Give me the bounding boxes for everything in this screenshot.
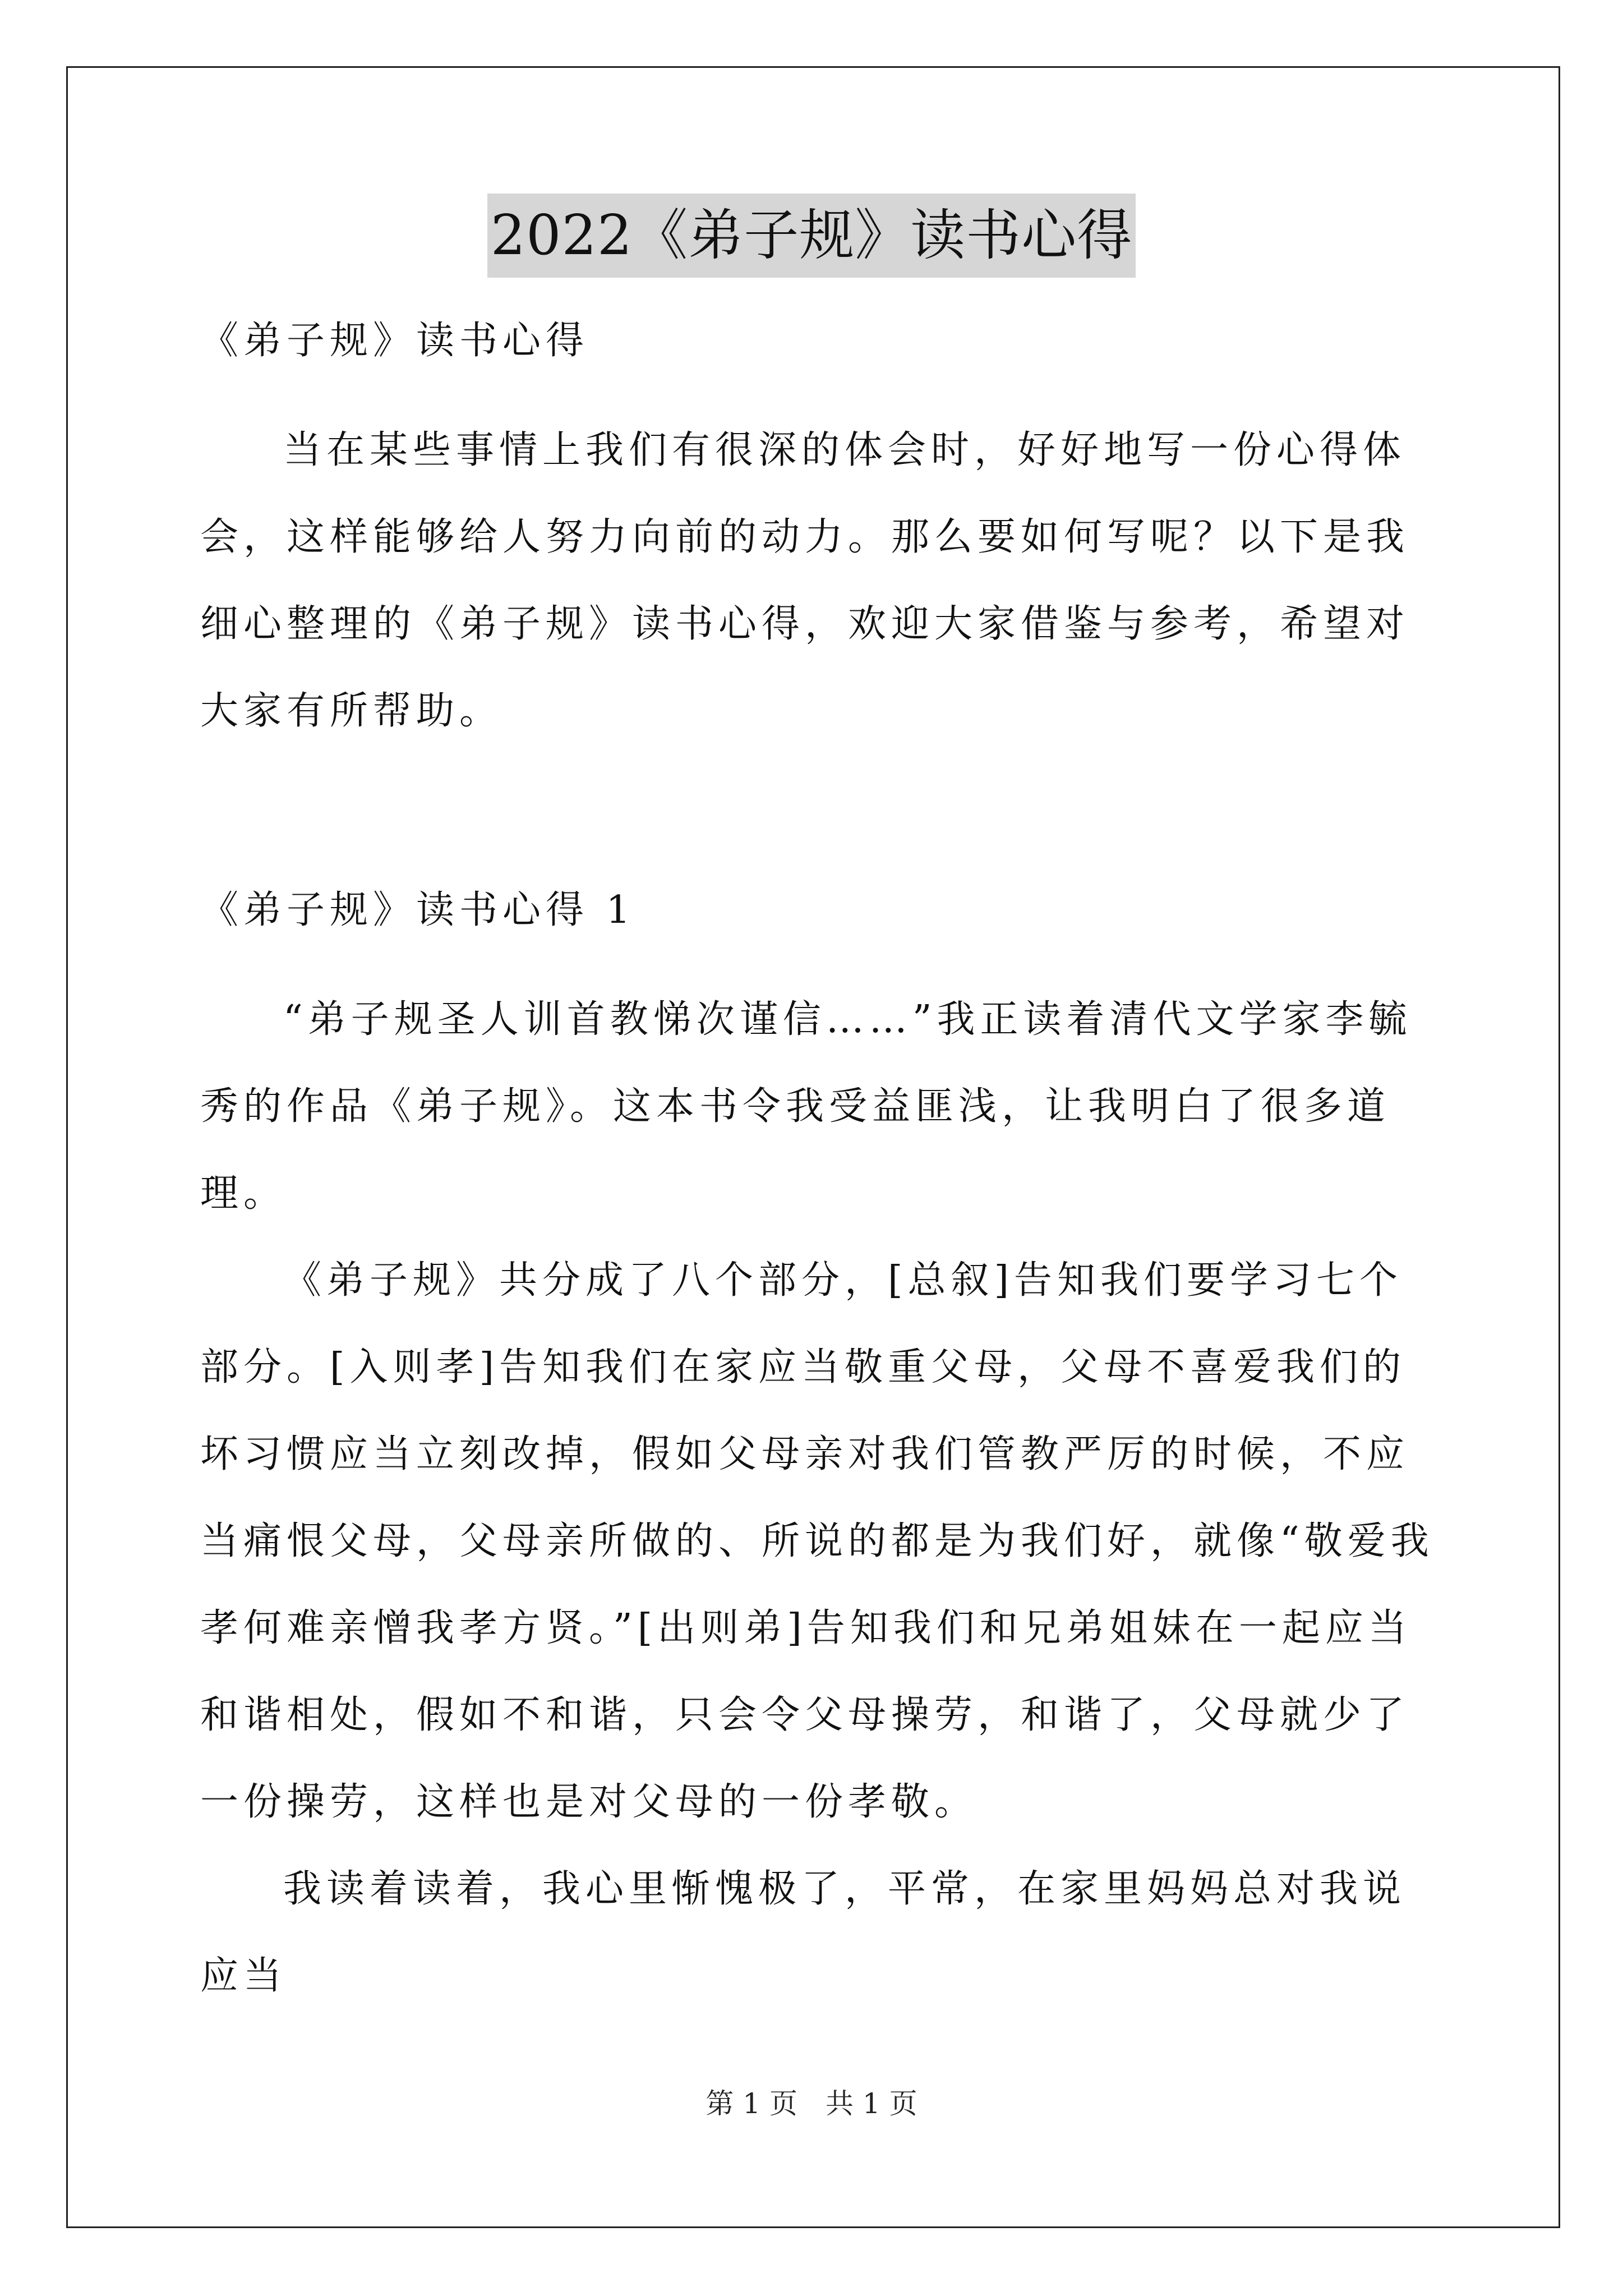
intro-heading: 《弟子规》读书心得 [200,319,589,363]
title-container [0,194,1623,278]
intro-paragraph: 当在某些事情上我们有很深的体会时，好好地写一份心得体会，这样能够给人努力向前的动力。那么要如何写呢？以下是我细心整理的《弟子规》读书心得，欢迎大家借鉴与参考，希望对大家有所帮助。 [200,428,1410,733]
document-body [200,297,1440,2019]
body-paragraph-1: “弟子规圣人训首教悌次谨信……”我正读着清代文学家李毓秀的作品《弟子规》。这本书令我受益匪浅，让我明白了很多道理。 [200,997,1412,1216]
page-number: 第 1 页 [706,2087,797,2120]
page-footer [0,2084,1623,2123]
document-title: 2022《弟子规》读书心得 [487,194,1136,278]
body-paragraph-2: 《弟子规》共分成了八个部分，[总叙]告知我们要学习七个部分。[入则孝]告知我们在家应当敬重父母，父母不喜爱我们的坏习惯应当立刻改掉，假如父母亲对我们管教严厉的时候，不应当痛恨父母，父母亲所做的、所说的都是为我们好，就像“敬爱我孝何难亲憎我孝方贤。”[出则弟]告知我们和兄弟姐妹在一起应当和谐相处，假如不和谐，只会令父母操劳，和谐了，父母就少了一份操劳，这样也是对父母的一份孝敬。 [200,1258,1434,1824]
section-heading: 《弟子规》读书心得 1 [200,888,635,932]
page-total: 共 1 页 [826,2087,917,2120]
body-paragraph-3: 我读着读着，我心里惭愧极了，平常，在家里妈妈总对我说应当 [200,1867,1407,1998]
